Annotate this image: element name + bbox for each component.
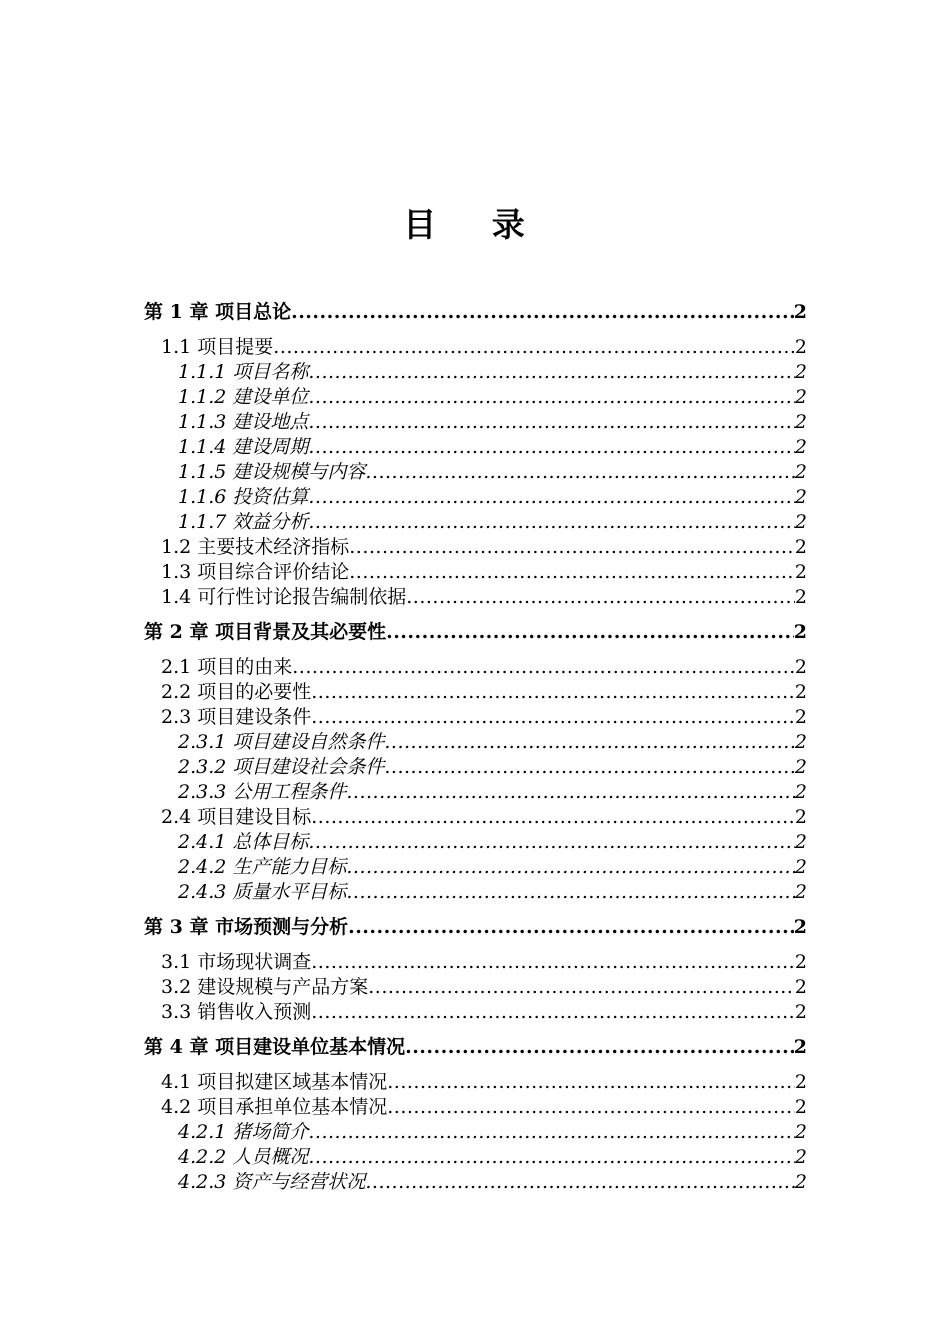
toc-dot-leader — [384, 730, 795, 755]
toc-entry-title: 3.1 市场现状调查 — [161, 951, 312, 973]
toc-entry-page-number: 2 — [793, 301, 807, 323]
toc-entry[interactable] — [161, 560, 807, 585]
toc-dot-leader — [346, 855, 795, 880]
toc-entry-page-number: 2 — [794, 681, 807, 703]
toc-entry-title: 1.1 项目提要 — [161, 336, 274, 358]
toc-entry-page-number: 2 — [794, 976, 807, 998]
toc-entry[interactable] — [161, 585, 807, 610]
toc-entry-page-number: 2 — [793, 1036, 807, 1058]
toc-entry-title: 1.2 主要技术经济指标 — [161, 536, 350, 558]
toc-entry-page-number: 2 — [794, 361, 807, 383]
toc-dot-leader — [387, 1070, 795, 1095]
toc-entry-page-number: 2 — [794, 706, 807, 728]
toc-entry-page-number: 2 — [793, 916, 807, 938]
toc-entry[interactable] — [161, 655, 807, 680]
toc-entry-page-number: 2 — [794, 856, 807, 878]
toc-entry[interactable] — [161, 805, 807, 830]
toc-entry-page-number: 2 — [794, 781, 807, 803]
toc-entry-page-number: 2 — [794, 881, 807, 903]
toc-entry-page-number: 2 — [794, 536, 807, 558]
toc-entry-page-number: 2 — [794, 1096, 807, 1118]
toc-dot-leader — [292, 655, 795, 680]
toc-entry[interactable] — [161, 335, 807, 360]
toc-dot-leader — [308, 830, 795, 855]
toc-dot-leader — [386, 620, 794, 645]
toc-entry-title: 第 1 章 项目总论 — [144, 301, 292, 323]
toc-entry-title: 1.1.3 建设地点 — [178, 411, 309, 433]
toc-entry-page-number: 2 — [794, 586, 807, 608]
toc-entry[interactable] — [161, 950, 807, 975]
toc-entry-page-number: 2 — [794, 756, 807, 778]
toc-entry-title: 1.3 项目综合评价结论 — [161, 561, 350, 583]
toc-entry-title: 2.3 项目建设条件 — [161, 706, 312, 728]
toc-entry[interactable] — [178, 755, 807, 780]
toc-entry[interactable] — [144, 1035, 807, 1060]
toc-entry[interactable] — [178, 730, 807, 755]
toc-entry-page-number: 2 — [794, 731, 807, 753]
toc-entry-title: 第 2 章 项目背景及其必要性 — [144, 621, 387, 643]
toc-dot-leader — [308, 385, 795, 410]
toc-entry-title: 1.1.2 建设单位 — [178, 386, 309, 408]
toc-entry[interactable] — [144, 300, 807, 325]
toc-entry[interactable] — [144, 620, 807, 645]
toc-dot-leader — [308, 435, 795, 460]
toc-entry-page-number: 2 — [794, 1071, 807, 1093]
toc-entry[interactable] — [161, 680, 807, 705]
toc-entry[interactable] — [178, 435, 807, 460]
toc-entry-title: 1.1.1 项目名称 — [178, 361, 309, 383]
toc-entry-page-number: 2 — [794, 511, 807, 533]
toc-dot-leader — [311, 1000, 795, 1025]
toc-dot-leader — [346, 780, 795, 805]
toc-entry-title: 2.4 项目建设目标 — [161, 806, 312, 828]
toc-entry[interactable] — [161, 705, 807, 730]
toc-entry[interactable] — [178, 855, 807, 880]
toc-dot-leader — [308, 1120, 795, 1145]
toc-entry-title: 1.1.4 建设周期 — [178, 436, 309, 458]
toc-dot-leader — [387, 1095, 795, 1120]
toc-entry[interactable] — [178, 830, 807, 855]
toc-entry[interactable] — [178, 385, 807, 410]
toc-entry-title: 第 4 章 项目建设单位基本情况 — [144, 1036, 406, 1058]
toc-dot-leader — [308, 1145, 795, 1170]
toc-entry-page-number: 2 — [794, 561, 807, 583]
toc-entry-title: 2.4.3 质量水平目标 — [178, 881, 347, 903]
toc-entry-page-number: 2 — [794, 386, 807, 408]
toc-dot-leader — [348, 915, 794, 940]
toc-dot-leader — [273, 335, 795, 360]
toc-entry[interactable] — [178, 360, 807, 385]
toc-entry[interactable] — [144, 915, 807, 940]
toc-entry-title: 2.2 项目的必要性 — [161, 681, 312, 703]
toc-entry-title: 第 3 章 市场预测与分析 — [144, 916, 349, 938]
toc-entry[interactable] — [161, 535, 807, 560]
toc-dot-leader — [405, 1035, 794, 1060]
toc-entry-page-number: 2 — [794, 831, 807, 853]
toc-entry[interactable] — [178, 880, 807, 905]
toc-dot-leader — [349, 535, 795, 560]
toc-entry-title: 1.1.6 投资估算 — [178, 486, 309, 508]
toc-entry-page-number: 2 — [794, 1146, 807, 1168]
toc-entry-title: 3.2 建设规模与产品方案 — [161, 976, 369, 998]
toc-entry-title: 4.2.1 猪场简介 — [178, 1121, 309, 1143]
toc-entry-page-number: 2 — [794, 1121, 807, 1143]
toc-entry-title: 4.2.3 资产与经营状况 — [178, 1171, 366, 1193]
toc-dot-leader — [308, 510, 795, 535]
toc-entry-title: 4.2 项目承担单位基本情况 — [161, 1096, 388, 1118]
toc-entry[interactable] — [178, 410, 807, 435]
toc-entry-title: 4.2.2 人员概况 — [178, 1146, 309, 1168]
toc-entry[interactable] — [178, 1170, 807, 1195]
toc-entry-title: 1.1.7 效益分析 — [178, 511, 309, 533]
toc-title: 目 录 — [403, 205, 547, 244]
toc-entry-page-number: 2 — [793, 621, 807, 643]
toc-entry-page-number: 2 — [794, 436, 807, 458]
toc-entry[interactable] — [178, 510, 807, 535]
toc-entry-page-number: 2 — [794, 951, 807, 973]
toc-entry-title: 3.3 销售收入预测 — [161, 1001, 312, 1023]
toc-entry-page-number: 2 — [794, 1001, 807, 1023]
toc-entry[interactable] — [178, 1145, 807, 1170]
toc-dot-leader — [311, 680, 795, 705]
toc-entry-title: 2.4.1 总体目标 — [178, 831, 309, 853]
toc-dot-leader — [291, 300, 794, 325]
toc-entry-page-number: 2 — [794, 486, 807, 508]
toc-entry-page-number: 2 — [794, 411, 807, 433]
toc-dot-leader — [384, 755, 795, 780]
toc-dot-leader — [311, 705, 795, 730]
toc-dot-leader — [406, 585, 795, 610]
toc-entry[interactable] — [161, 1095, 807, 1120]
toc-dot-leader — [346, 880, 795, 905]
toc-dot-leader — [349, 560, 795, 585]
toc-entry-page-number: 2 — [794, 461, 807, 483]
toc-entry-page-number: 2 — [794, 656, 807, 678]
toc-entry[interactable] — [161, 975, 807, 1000]
toc-entry[interactable] — [161, 1070, 807, 1095]
toc-entry-title: 2.4.2 生产能力目标 — [178, 856, 347, 878]
toc-dot-leader — [365, 1170, 795, 1195]
toc-entry-page-number: 2 — [794, 1171, 807, 1193]
toc-entry[interactable] — [178, 1120, 807, 1145]
toc-dot-leader — [311, 950, 795, 975]
toc-entry[interactable] — [161, 1000, 807, 1025]
toc-entry-title: 2.1 项目的由来 — [161, 656, 293, 678]
toc-entry-title: 4.1 项目拟建区域基本情况 — [161, 1071, 388, 1093]
toc-dot-leader — [308, 410, 795, 435]
toc-dot-leader — [308, 485, 795, 510]
toc-entry[interactable] — [178, 460, 807, 485]
toc-dot-leader — [308, 360, 795, 385]
toc-entry-title: 1.1.5 建设规模与内容 — [178, 461, 366, 483]
toc-dot-leader — [368, 975, 795, 1000]
toc-entry-title: 1.4 可行性讨论报告编制依据 — [161, 586, 407, 608]
toc-entry-title: 2.3.2 项目建设社会条件 — [178, 756, 385, 778]
toc-entry-title: 2.3.1 项目建设自然条件 — [178, 731, 385, 753]
toc-entry[interactable] — [178, 485, 807, 510]
toc-entry-page-number: 2 — [794, 806, 807, 828]
toc-dot-leader — [365, 460, 795, 485]
toc-dot-leader — [311, 805, 795, 830]
toc-entry[interactable] — [178, 780, 807, 805]
toc-entry-title: 2.3.3 公用工程条件 — [178, 781, 347, 803]
toc-entry-page-number: 2 — [794, 336, 807, 358]
